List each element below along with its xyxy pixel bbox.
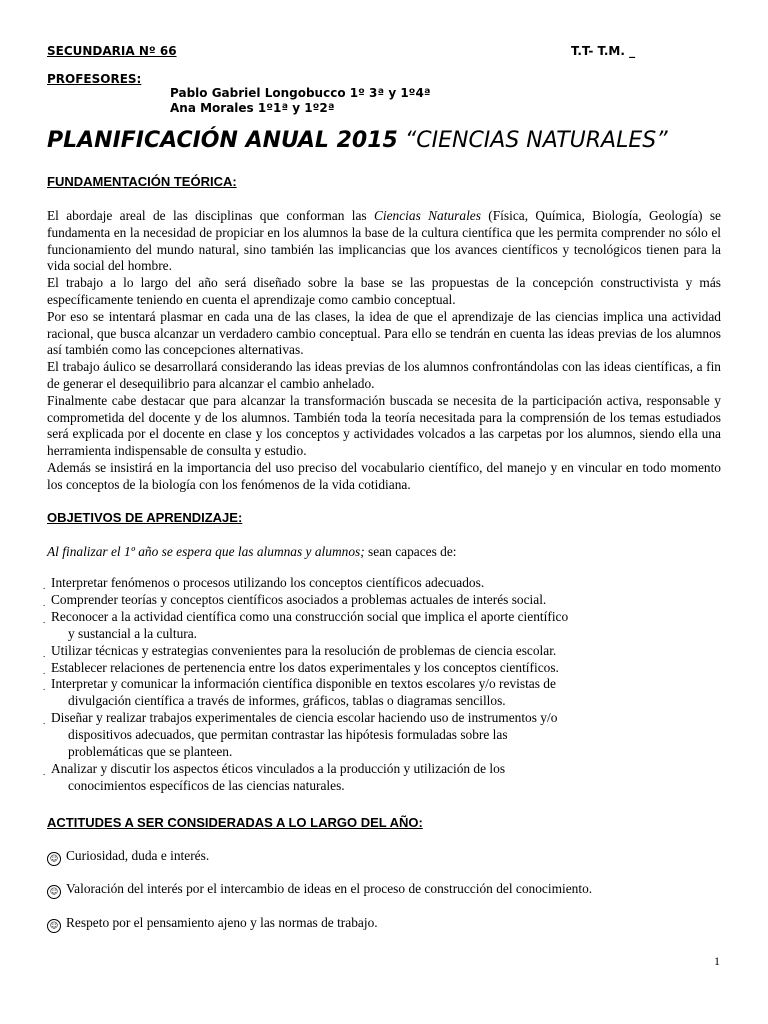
- professors-label: PROFESORES:: [47, 72, 142, 86]
- bullet-icon: .: [43, 614, 46, 625]
- objetivos-intro-italic: Al finalizar el 1º año se espera que las alumnas y alumnos;: [47, 544, 365, 559]
- bullet-icon: .: [43, 597, 46, 608]
- objetivo-text: Diseñar y realizar trabajos experimentales de ciencia escolar haciendo uso de instrumentos y/o: [51, 710, 558, 726]
- title-main: PLANIFICACIÓN ANUAL 2015: [47, 128, 398, 153]
- fundamentacion-paragraph: Finalmente cabe destacar que para alcanzar la transformación buscada se necesita de la participación activa, responsable y comprometida del docente y de los alumnos. También toda la teoría necesitada para la comprensión de los temas estudiados será explicada por el docente en clase y los conceptos y actividades volcados a las carpetas por los alumnos, siendo ella una herramienta indispensable de consulta y estudio.: [47, 392, 721, 459]
- bullet-icon: .: [43, 581, 46, 591]
- actitud-item: [47, 915, 378, 933]
- objetivo-text: problemáticas que se planteen.: [68, 744, 233, 760]
- objetivos-heading: OBJETIVOS DE APRENDIZAJE:: [47, 510, 243, 525]
- bullet-icon: .: [43, 682, 46, 693]
- title-subject: “CIENCIAS NATURALES”: [397, 128, 668, 153]
- objetivo-text: Interpretar fenómenos o procesos utilizando los conceptos científicos adecuados.: [51, 575, 485, 590]
- fundamentacion-paragraph: Por eso se intentará plasmar en cada una de las clases, la idea de que el aprendizaje de las ciencias implica una actividad racional, que busca alcanzar un verdadero cambio conceptual. Para ello se tendrán en cuenta las ideas previas de los alumnos así también como las concepciones alternativas.: [47, 308, 721, 358]
- paragraph-text: El abordaje areal de las disciplinas que conforman las: [47, 208, 374, 223]
- objetivo-item: [43, 575, 727, 592]
- bullet-icon: .: [43, 665, 46, 676]
- objetivo-item: [43, 659, 727, 677]
- objetivo-text: y sustancial a la cultura.: [68, 625, 198, 641]
- bullet-icon: .: [43, 766, 46, 777]
- objetivos-intro: [47, 544, 457, 560]
- fundamentacion-paragraph: [47, 208, 721, 275]
- fundamentacion-paragraph: El trabajo a lo largo del año será diseñado sobre la base se las propuestas de la concepción constructivista y más específicamente teniendo en cuenta el aprendizaje como cambio conceptual.: [47, 275, 721, 307]
- objetivo-text: Establecer relaciones de pertenencia entre los datos experimentales y los conceptos científicos.: [51, 659, 559, 675]
- objetivo-item: [43, 676, 727, 710]
- objetivo-text: dispositivos adecuados, que permitan contrastar las hipótesis formuladas sobre las: [68, 727, 508, 743]
- objetivo-text: Reconocer a la actividad científica como una construcción social que implica el aporte científico: [51, 608, 569, 624]
- shift-label: T.T- T.M. _: [571, 44, 636, 58]
- bullet-icon: .: [43, 648, 46, 659]
- smiley-icon: ☺: [47, 919, 61, 933]
- objetivos-list: [43, 575, 727, 795]
- actitudes-heading: ACTITUDES A SER CONSIDERADAS A LO LARGO DEL AÑO:: [47, 815, 423, 830]
- page-number: 1: [714, 954, 720, 968]
- actitud-item: [47, 881, 592, 899]
- fundamentacion-heading: FUNDAMENTACIÓN TEÓRICA:: [47, 174, 237, 189]
- professor-1: Pablo Gabriel Longobucco 1º 3ª y 1º4ª: [170, 86, 431, 100]
- actitud-text: Curiosidad, duda e interés.: [66, 848, 210, 863]
- smiley-icon: ☺: [47, 885, 61, 899]
- paragraph-italic: Ciencias Naturales: [373, 208, 481, 223]
- actitud-text: Respeto por el pensamiento ajeno y las normas de trabajo.: [66, 915, 378, 930]
- actitud-item: [47, 848, 209, 866]
- objetivo-item: [43, 760, 727, 795]
- objetivo-item: [43, 642, 727, 660]
- objetivo-text: Interpretar y comunicar la información científica disponible en textos escolares y/o revistas de: [51, 676, 556, 692]
- objetivos-intro-rest: sean capaces de:: [364, 544, 457, 559]
- header-line: [47, 44, 727, 58]
- paragraph-text: (Física, Química, Biología, Geología) se fundamenta en la necesidad de propiciar en los alumnos la base de la cultura científica que les permita comprender no sólo el funcionamiento del mundo natural, sino también las implicancias que los avances científicos y tecnológicos tienen para la vida social del hombre.: [47, 208, 721, 274]
- objetivo-text: conocimientos específicos de las ciencias naturales.: [68, 777, 345, 793]
- objetivo-item: [43, 710, 727, 761]
- objetivo-text: Analizar y discutir los aspectos éticos vinculados a la producción y utilización de los: [51, 760, 506, 776]
- objetivo-text: Comprender teorías y conceptos científicos asociados a problemas actuales de interés social.: [51, 591, 547, 607]
- fundamentacion-body: [47, 208, 721, 494]
- smiley-icon: ☺: [47, 852, 61, 866]
- document-title: [47, 128, 668, 153]
- objetivo-text: Utilizar técnicas y estrategias convenientes para la resolución de problemas de ciencia escolar.: [51, 642, 557, 658]
- objetivo-item: [43, 591, 727, 609]
- professor-2: Ana Morales 1º1ª y 1º2ª: [170, 101, 335, 115]
- bullet-icon: .: [43, 716, 46, 727]
- objetivo-item: [43, 608, 727, 643]
- school-name: SECUNDARIA Nº 66: [47, 44, 177, 58]
- fundamentacion-paragraph: Además se insistirá en la importancia del uso preciso del vocabulario científico, del manejo y en vincular en todo momento los conceptos de la biología con los fenómenos de la vida cotidiana.: [47, 459, 721, 492]
- actitud-text: Valoración del interés por el intercambio de ideas en el proceso de construcción del conocimiento.: [66, 881, 593, 896]
- objetivo-text: divulgación científica a través de informes, gráficos, tablas o diagramas sencillos.: [68, 693, 506, 709]
- fundamentacion-paragraph: El trabajo áulico se desarrollará considerando las ideas previas de los alumnos confrontándolas con las ideas científicas, a fin de generar el desequilibrio para alcanzar el cambio anhelado.: [47, 359, 721, 391]
